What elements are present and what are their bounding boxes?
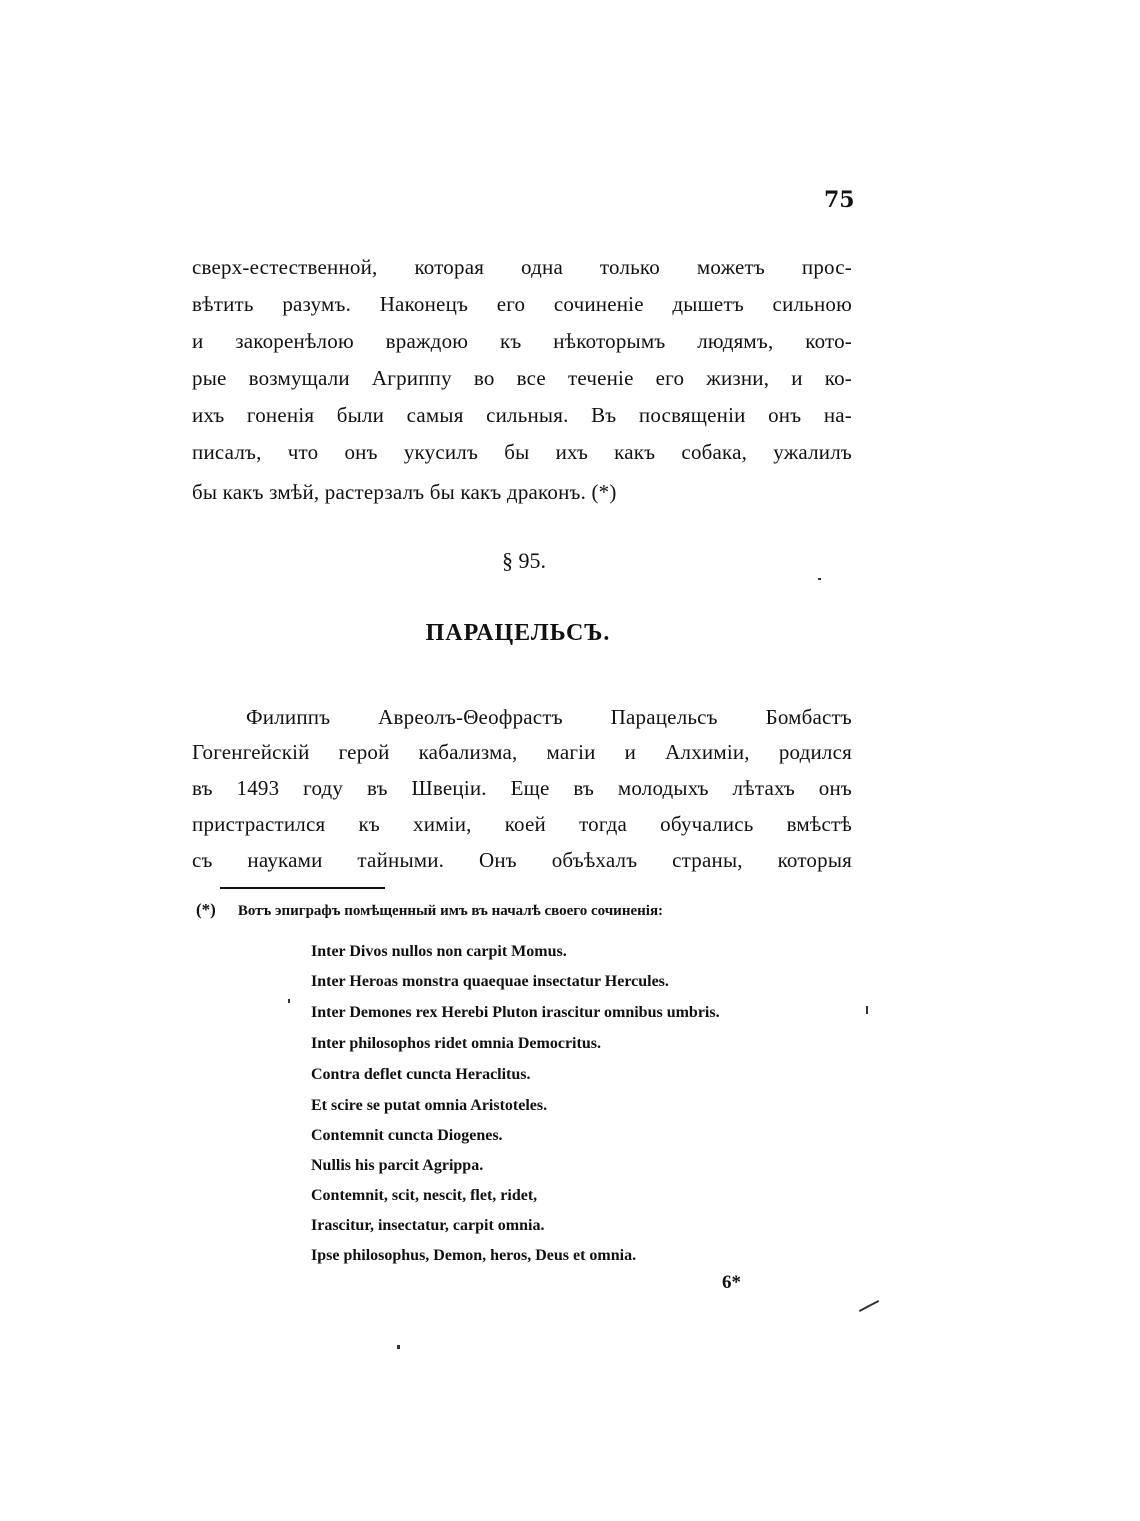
verse-line: Inter Heroas monstra quaequae insectatur Hercules. — [311, 973, 669, 990]
footnote-intro-text: Вотъ эпиграфъ помѣщенный имъ въ началѣ своего сочиненія: — [237, 903, 664, 919]
footnote-divider — [220, 887, 385, 889]
printer-signature: 6* — [722, 1272, 741, 1293]
text-line: вѣтить разумъ. Наконецъ его сочиненіе дышетъ сильною — [192, 292, 852, 316]
verse-line: Inter philosophos ridet omnia Democritus. — [311, 1035, 601, 1052]
text-line: сверх-естественной, которая одна только можетъ прос- — [192, 255, 852, 279]
scan-speck — [397, 1345, 400, 1349]
verse-line: Contra deflet cuncta Heraclitus. — [311, 1066, 531, 1083]
text-line: Филиппъ Авреолъ-Θеофрастъ Парацельсъ Бомбастъ — [246, 705, 852, 729]
verse-line: Contemnit, scit, nescit, flet, ridet, — [311, 1187, 538, 1204]
text-line: съ науками тайными. Онъ объѣхалъ страны, которыя — [192, 848, 852, 872]
text-line: писалъ, что онъ укусилъ бы ихъ какъ собака, ужалилъ — [192, 440, 852, 464]
scan-speck — [818, 578, 821, 580]
page-number: 75 — [824, 187, 855, 213]
verse-line: Irascitur, insectatur, carpit omnia. — [311, 1217, 545, 1234]
footnote-intro — [196, 900, 663, 920]
section-title: ПАРАЦЕЛЬСЪ. — [425, 620, 611, 646]
text-line: Гогенгейскій герой кабализма, магіи и Алхиміи, родился — [192, 740, 852, 764]
text-line: въ 1493 году въ Швеціи. Еще въ молодыхъ лѣтахъ онъ — [192, 776, 852, 800]
scan-speck — [859, 1300, 879, 1312]
scan-speck — [288, 999, 290, 1003]
footnote-mark: (*) — [196, 900, 216, 919]
verse-line: Inter Demones rex Herebi Pluton irascitur omnibus umbris. — [311, 1004, 720, 1021]
text-line: пристрастился къ химіи, коей тогда обучались вмѣстѣ — [192, 812, 852, 836]
verse-line: Nullis his parcit Agrippa. — [311, 1157, 484, 1174]
verse-line: Inter Divos nullos non carpit Momus. — [311, 943, 567, 960]
verse-line: Ipse philosophus, Demon, heros, Deus et omnia. — [311, 1247, 637, 1264]
text-line: рые возмущали Агриппу во все теченіе его жизни, и ко- — [192, 366, 852, 390]
text-line: ихъ гоненія были самыя сильныя. Въ посвященіи онъ на- — [192, 403, 852, 427]
verse-line: Et scire se putat omnia Aristoteles. — [311, 1097, 548, 1114]
verse-line: Contemnit cuncta Diogenes. — [311, 1127, 503, 1144]
section-number: § 95. — [502, 548, 546, 573]
text-line: и закоренѣлою враждою къ нѣкоторымъ людямъ, кото- — [192, 329, 852, 353]
text-line: бы какъ змѣй, растерзалъ бы какъ драконъ. (*) — [192, 480, 617, 504]
scan-speck — [866, 1006, 868, 1014]
